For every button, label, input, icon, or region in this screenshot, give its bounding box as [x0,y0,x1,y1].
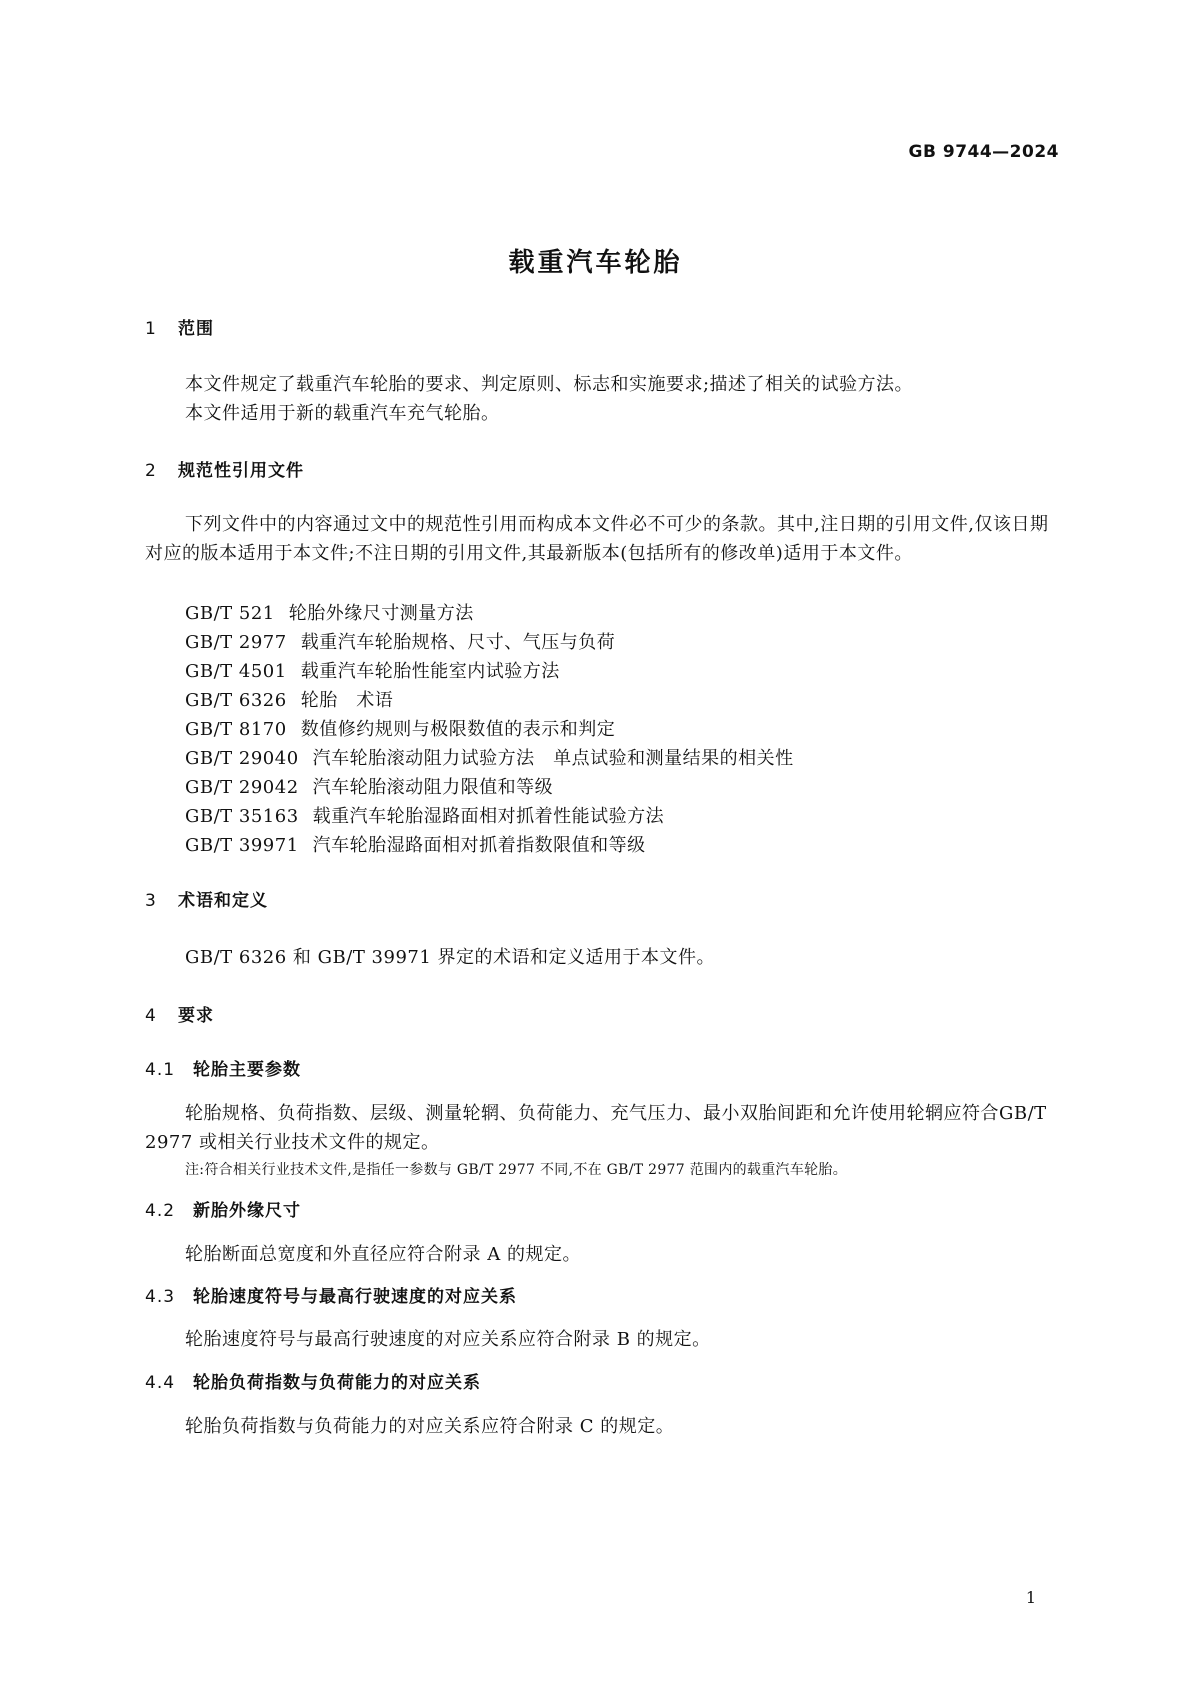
section-1-paragraph-1: 本文件规定了载重汽车轮胎的要求、判定原则、标志和实施要求;描述了相关的试验方法。 [185,374,914,395]
reference-item [185,744,794,770]
section-number: 4 [145,1006,157,1026]
section-4-3-paragraph: 轮胎速度符号与最高行驶速度的对应关系应符合附录 B 的规定。 [185,1329,711,1350]
reference-item [185,657,560,683]
section-4-1-note: 注:符合相关行业技术文件,是指任一参数与 GB/T 2977 不同,不在 GB/T 2977 范围内的载重汽车轮胎。 [185,1162,848,1178]
section-3-heading [145,886,268,911]
reference-item [185,802,664,828]
section-number: 4.1 [145,1060,176,1080]
reference-title: 轮胎外缘尺寸测量方法 [288,603,474,624]
document-title: 载重汽车轮胎 [508,248,683,278]
section-1-heading [145,314,214,339]
reference-title: 载重汽车轮胎湿路面相对抓着性能试验方法 [312,806,665,827]
section-title: 要求 [178,1006,214,1026]
reference-code: GB/T 29042 [185,777,299,798]
reference-code: GB/T 2977 [185,632,287,653]
section-1-paragraph-2: 本文件适用于新的载重汽车充气轮胎。 [185,403,500,424]
reference-title: 载重汽车轮胎规格、尺寸、气压与负荷 [300,632,616,653]
section-number: 4.4 [145,1373,176,1393]
reference-title: 轮胎 术语 [300,690,394,711]
section-4-2-heading [145,1196,301,1221]
reference-title: 汽车轮胎滚动阻力限值和等级 [312,777,554,798]
reference-item [185,599,474,625]
reference-item [185,773,553,799]
section-number: 1 [145,319,157,339]
section-4-1-heading [145,1055,301,1080]
section-4-1-paragraph: 轮胎规格、负荷指数、层级、测量轮辋、负荷能力、充气压力、最小双胎间距和允许使用轮辋应符合GB/T 2977 或相关行业技术文件的规定。 [145,1103,1047,1153]
reference-code: GB/T 521 [185,603,275,624]
standard-number: GB 9744—2024 [908,142,1059,162]
reference-item [185,628,615,654]
section-3-paragraph: GB/T 6326 和 GB/T 39971 界定的术语和定义适用于本文件。 [185,947,716,968]
section-4-3-heading [145,1282,517,1307]
reference-title: 数值修约规则与极限数值的表示和判定 [300,719,616,740]
section-2-intro: 下列文件中的内容通过文中的规范性引用而构成本文件必不可少的条款。其中,注日期的引用文件,仅该日期对应的版本适用于本文件;不注日期的引用文件,其最新版本(包括所有的修改单)适用于本文件。 [145,514,1049,564]
section-number: 2 [145,461,157,481]
reference-code: GB/T 39971 [185,835,299,856]
section-title: 轮胎负荷指数与负荷能力的对应关系 [193,1373,481,1393]
section-title: 新胎外缘尺寸 [193,1201,301,1221]
section-4-4-heading [145,1368,481,1393]
section-4-2-paragraph: 轮胎断面总宽度和外直径应符合附录 A 的规定。 [185,1244,581,1265]
section-title: 范围 [178,319,214,339]
reference-item [185,831,646,857]
reference-title: 汽车轮胎湿路面相对抓着指数限值和等级 [312,835,646,856]
section-number: 4.2 [145,1201,176,1221]
section-4-heading [145,1001,214,1026]
reference-code: GB/T 35163 [185,806,299,827]
section-2-heading [145,456,304,481]
reference-title: 载重汽车轮胎性能室内试验方法 [300,661,560,682]
reference-code: GB/T 8170 [185,719,287,740]
reference-code: GB/T 6326 [185,690,287,711]
reference-item [185,715,615,741]
section-number: 3 [145,891,157,911]
reference-title: 汽车轮胎滚动阻力试验方法 单点试验和测量结果的相关性 [312,748,794,769]
section-title: 轮胎主要参数 [193,1060,301,1080]
section-number: 4.3 [145,1287,176,1307]
reference-code: GB/T 4501 [185,661,287,682]
reference-item [185,686,393,712]
reference-code: GB/T 29040 [185,748,299,769]
section-title: 规范性引用文件 [178,461,304,481]
section-title: 轮胎速度符号与最高行驶速度的对应关系 [193,1287,517,1307]
section-4-4-paragraph: 轮胎负荷指数与负荷能力的对应关系应符合附录 C 的规定。 [185,1416,675,1437]
page-number: 1 [1025,1588,1036,1607]
section-title: 术语和定义 [178,891,268,911]
